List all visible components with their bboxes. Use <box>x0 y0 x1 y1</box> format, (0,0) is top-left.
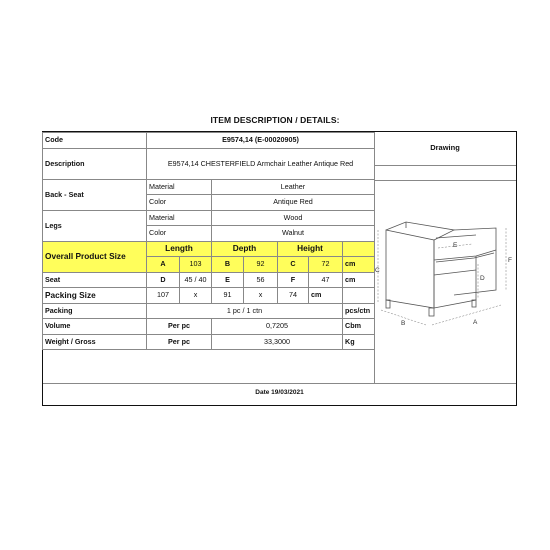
packing-unit: pcs/ctn <box>343 303 375 319</box>
packing-size-label: Packing Size <box>43 288 147 304</box>
legs-color-key: Color <box>147 226 212 242</box>
volume-row <box>43 319 375 335</box>
seat-unit: cm <box>343 272 375 288</box>
back-seat-material-row <box>43 179 375 195</box>
drawing-panel-divider-2 <box>374 180 516 181</box>
drawing-letter-c: C <box>375 267 380 274</box>
legs-material-key: Material <box>147 210 212 226</box>
depth-header: Depth <box>212 241 278 257</box>
packing-sep-2: x <box>244 288 278 304</box>
back-seat-color-value: Antique Red <box>212 195 375 211</box>
weight-row <box>43 334 375 350</box>
packing-size-blank <box>343 288 375 304</box>
weight-label: Weight / Gross <box>43 334 147 350</box>
seat-letter-d: D <box>147 272 180 288</box>
date-divider <box>43 383 516 384</box>
drawing-title: Drawing <box>430 143 460 152</box>
dim-value-b: 92 <box>244 257 278 273</box>
packing-row <box>43 303 375 319</box>
overall-header-blank <box>343 241 375 257</box>
drawing-letter-a: A <box>473 319 478 326</box>
code-label: Code <box>43 133 147 149</box>
seat-row <box>43 272 375 288</box>
dim-letter-a: A <box>147 257 180 273</box>
overall-size-label: Overall Product Size <box>43 241 147 272</box>
back-seat-label: Back - Seat <box>43 179 147 210</box>
packing-height: 74 <box>278 288 309 304</box>
legs-color-value: Walnut <box>212 226 375 242</box>
back-seat-material-key: Material <box>147 179 212 195</box>
volume-label: Volume <box>43 319 147 335</box>
drawing-letter-e: E <box>453 242 458 249</box>
seat-letter-f: F <box>278 272 309 288</box>
weight-per: Per pc <box>147 334 212 350</box>
code-value: E9574,14 (E-00020905) <box>147 133 375 149</box>
description-value: E9574,14 CHESTERFIELD Armchair Leather Antique Red <box>147 148 375 179</box>
back-seat-color-key: Color <box>147 195 212 211</box>
length-header: Length <box>147 241 212 257</box>
seat-value-e: 56 <box>244 272 278 288</box>
back-seat-material-value: Leather <box>212 179 375 195</box>
overall-size-header-row <box>43 241 375 257</box>
dim-letter-b: B <box>212 257 244 273</box>
legs-label: Legs <box>43 210 147 241</box>
drawing-letter-b: B <box>401 320 406 327</box>
description-label: Description <box>43 148 147 179</box>
height-header: Height <box>278 241 343 257</box>
volume-unit: Cbm <box>343 319 375 335</box>
packing-size-unit: cm <box>309 288 343 304</box>
packing-label: Packing <box>43 303 147 319</box>
seat-letter-e: E <box>212 272 244 288</box>
packing-length: 107 <box>147 288 180 304</box>
seat-value-d: 45 / 40 <box>180 272 212 288</box>
document-heading: ITEM DESCRIPTION / DETAILS: <box>210 115 340 125</box>
overall-unit: cm <box>343 257 375 273</box>
packing-sep-1: x <box>180 288 212 304</box>
dim-value-a: 103 <box>180 257 212 273</box>
description-row <box>43 148 375 179</box>
drawing-letter-d: D <box>480 275 485 282</box>
dim-letter-c: C <box>278 257 309 273</box>
drawing-letter-f: F <box>508 257 512 264</box>
weight-unit: Kg <box>343 334 375 350</box>
seat-value-f: 47 <box>309 272 343 288</box>
packing-size-row <box>43 288 375 304</box>
volume-value: 0,7205 <box>212 319 343 335</box>
armchair-drawing <box>376 220 516 345</box>
drawing-panel-divider <box>374 165 516 166</box>
volume-per: Per pc <box>147 319 212 335</box>
document-date: Date 19/03/2021 <box>255 389 304 396</box>
code-row <box>43 133 375 149</box>
packing-value: 1 pc / 1 ctn <box>147 303 343 319</box>
seat-label: Seat <box>43 272 147 288</box>
legs-material-row <box>43 210 375 226</box>
dim-value-c: 72 <box>309 257 343 273</box>
spec-table <box>42 132 375 350</box>
packing-depth: 91 <box>212 288 244 304</box>
weight-value: 33,3000 <box>212 334 343 350</box>
legs-material-value: Wood <box>212 210 375 226</box>
